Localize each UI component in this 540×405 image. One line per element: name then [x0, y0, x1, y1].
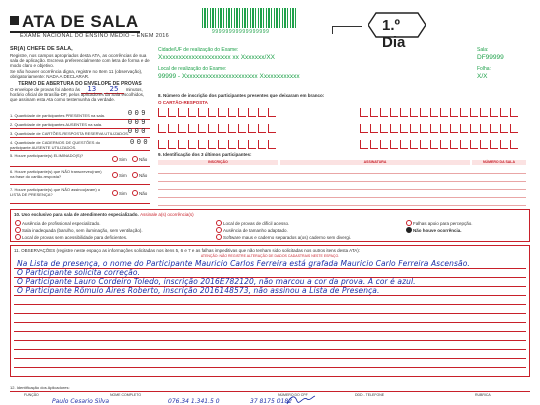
section11-warning: ATENÇÃO: NÃO REGISTRE ALTERAÇÃO DE DADOS CADASTRAIS NESTE ESPAÇO.: [200, 254, 340, 258]
col-nome: NOME COMPLETO: [110, 393, 142, 397]
count-row-ausentes: [10, 119, 150, 127]
count-value[interactable]: 000: [130, 139, 151, 147]
day-label: 1.º Dia: [382, 17, 406, 51]
option-label: Não: [139, 157, 148, 162]
observation-line[interactable]: Na Lista de presença, o nome do Participante Mauricio Carlos Ferreira está grafada Mauricio Carlo Ferreira Ascensão.: [17, 259, 470, 268]
option-label: Local de provas sem acessibilidade para deficientes.: [22, 235, 128, 240]
instructions-text-2: Se não houver ocorrência digna, registre no Item 11 (observação), obrigatoriamente: NADA A DECLARAR.: [10, 68, 143, 79]
table-row[interactable]: [158, 182, 526, 190]
occurrence-option-selected[interactable]: [406, 227, 462, 233]
option-sim[interactable]: [112, 190, 127, 196]
option-label: Sim: [119, 191, 127, 196]
col-telefone: DDD - TELEFONE: [355, 393, 385, 397]
occurrence-option[interactable]: [406, 220, 473, 226]
sala-value: DF99999: [477, 54, 504, 61]
divider: [10, 184, 150, 185]
instructions-heading: SR(A) CHEFE DE SALA,: [10, 46, 73, 52]
section10-box: [10, 209, 530, 242]
barcode: [202, 8, 297, 28]
option-label: Não houve ocorrência.: [413, 228, 462, 233]
option-sim[interactable]: [112, 172, 127, 178]
radio-circle[interactable]: [132, 156, 138, 162]
radio-circle[interactable]: [15, 220, 21, 226]
option-nao[interactable]: [132, 172, 147, 178]
section8-title: 8. Número de inscrição dos participantes presentes que deixaram em branco:: [158, 93, 325, 98]
occurrence-option[interactable]: [15, 234, 127, 240]
divider: [10, 203, 150, 204]
divider: [10, 166, 150, 167]
option-label: Não: [139, 173, 148, 178]
col-rubrica: RUBRICA: [475, 393, 491, 397]
col-funcao: FUNÇÃO: [24, 393, 39, 397]
sala-label: Sala:: [477, 47, 489, 53]
section12-title: 12. Identificação dos Aplicadores:: [10, 385, 70, 390]
inscription-row[interactable]: [360, 140, 540, 149]
folha-label: Folha:: [477, 66, 491, 72]
radio-circle[interactable]: [112, 156, 118, 162]
table-row[interactable]: [158, 190, 526, 198]
option-label: Sim: [119, 173, 127, 178]
envelope-text: [10, 87, 150, 103]
option-nao[interactable]: [132, 190, 147, 196]
count-value[interactable]: 009: [127, 119, 148, 127]
ruled-line: [14, 331, 526, 332]
applicator-cpf[interactable]: 076.34 1.341.5 0: [168, 398, 220, 405]
inscription-row[interactable]: [360, 108, 540, 117]
day-badge: [368, 12, 426, 51]
option-label: Local de provas de difícil acesso.: [223, 221, 290, 226]
divider: [10, 137, 150, 138]
observation-line[interactable]: O Participante Rômulo Aires Roberto, inscrição 2016148573, não assinou a Lista de Presença.: [17, 286, 380, 295]
col-assinatura: ASSINATURA: [280, 160, 470, 165]
section9-title: 9. Identificação dos 3 últimos participantes:: [158, 152, 252, 157]
radio-circle[interactable]: [112, 190, 118, 196]
radio-circle[interactable]: [132, 190, 138, 196]
occurrence-option[interactable]: [15, 220, 101, 226]
option-label: Falhas apoio para percepção.: [413, 221, 473, 226]
instructions-text-1: Registre, nos campos apropriados desta ATA, as ocorrências de sua sala de aplicação. Escreva preferencialmente com letra de forma e de modo claro e objetivo.: [10, 53, 150, 69]
inscription-row[interactable]: [158, 108, 358, 117]
signature-scribble: [285, 393, 317, 405]
option-label: Ausência de tamanho adaptado.: [223, 228, 288, 233]
ruled-line: [14, 322, 526, 323]
section8-sub: O CARTÃO-RESPOSTA: [158, 100, 208, 105]
dia-hook: [332, 26, 333, 34]
radio-circle[interactable]: [132, 172, 138, 178]
section10-title: [14, 212, 194, 217]
radio-circle[interactable]: [216, 220, 222, 226]
ruled-line: [14, 367, 526, 368]
question-label: 7. Houve participante(s) que NÃO assinou(aram) o LISTA DE PRESENÇA?: [10, 187, 101, 197]
radio-circle-checked[interactable]: [406, 227, 412, 233]
section10-title-red: Assinale a(s) ocorrência(s): [140, 212, 194, 217]
observation-line[interactable]: O Participante Lauro Cordeiro Toledo, inscrição 2016E782120, não marcou a cor da prova. A cor é azul.: [17, 277, 416, 286]
section11-title: 11. OBSERVAÇÕES (registre neste espaço as informações solicitadas nos itens 5, 6 e 7 e as falhas impeditivas que não tenham sido solicitadas nos outros itens desta ATA):: [14, 248, 361, 253]
option-label: Sala inadequada (barulho, sem iluminação, sem ventilação).: [22, 228, 143, 233]
radio-circle[interactable]: [15, 227, 21, 233]
option-sim[interactable]: [112, 156, 127, 162]
instructions: [10, 46, 150, 103]
table-row[interactable]: [158, 166, 526, 174]
page-title: [10, 12, 139, 32]
table-row[interactable]: [158, 174, 526, 182]
occurrence-option[interactable]: [216, 220, 289, 226]
section10-title-text: 10. Uso exclusivo para sala de atendimento especializado.: [14, 212, 139, 217]
count-row-cartoes: [10, 128, 150, 136]
count-value[interactable]: 000: [127, 128, 148, 136]
option-label: Software maus e caderno separados a(os) caderno sem divergi.: [223, 235, 352, 240]
occurrence-option[interactable]: [216, 234, 351, 240]
question-transcricao: [10, 169, 105, 179]
envelope-heading: TERMO DE ABERTURA DO ENVELOPE DE PROVAS: [18, 81, 142, 88]
radio-circle[interactable]: [216, 234, 222, 240]
occurrence-option[interactable]: [15, 227, 143, 233]
ruled-line: [14, 340, 526, 341]
applicator-name[interactable]: Paulo Cesario Silva: [52, 398, 110, 405]
ruled-line: [14, 358, 526, 359]
count-row-cadernos: [10, 140, 120, 150]
section11-box: [10, 245, 530, 377]
col-inscricao: INSCRIÇÃO: [158, 160, 278, 165]
question-label: 5. Houve participante(s) ELIMINADO(S)?: [10, 153, 84, 158]
option-label: Ausência de profissional especializado.: [22, 221, 101, 226]
option-label: Não: [139, 191, 148, 196]
envelope-text-prefix: O envelope de provas foi aberto às: [10, 87, 81, 93]
radio-circle[interactable]: [15, 234, 21, 240]
question-assinatura: [10, 187, 105, 197]
count-label: 4. Quantidade de CADERNOS DE QUESTÕES do participante AUSENTE UTILIZADOS.: [10, 140, 101, 150]
inscription-row[interactable]: [360, 124, 540, 133]
radio-circle[interactable]: [406, 220, 412, 226]
table-row[interactable]: [158, 198, 526, 206]
count-label: 1. Quantidade de participantes PRESENTES na sala.: [10, 113, 105, 118]
page-subtitle: EXAME NACIONAL DO ENSINO MÉDIO – ENEM 2016: [20, 33, 170, 39]
envelope-text-suffix: minutos, horário oficial de Brasília-DF, pelos aplicadores da Sala escolhidos, que assinam esta Ata como testemunha da verdade.: [10, 87, 145, 103]
ruled-line: [14, 295, 526, 296]
question-label: 6. Houve participante(s) que NÃO transcreveu(ram) na frase do cartão-resposta?: [10, 169, 102, 179]
ruled-line: [14, 304, 526, 305]
col-numero-sala: NÚMERO DA SALA: [472, 160, 526, 165]
ruled-line: [14, 313, 526, 314]
inscription-row[interactable]: [158, 140, 358, 149]
barcode-number: 99999999999999999: [212, 29, 270, 35]
applicators-row[interactable]: [10, 391, 530, 405]
count-row-presentes: [10, 110, 150, 118]
option-nao[interactable]: [132, 156, 147, 162]
occurrence-option[interactable]: [216, 227, 288, 233]
observation-line[interactable]: O Participante solicita correção.: [17, 268, 141, 277]
folha-value: X/X: [477, 73, 488, 80]
local-value: 99999 - Xxxxxxxxxxxxxxxxxxxxxxx Xxxxxxxxxxxx: [158, 73, 300, 80]
question-eliminado: [10, 153, 105, 158]
radio-circle[interactable]: [216, 227, 222, 233]
dia-rule: [332, 26, 362, 27]
col-cpf: NÚMERO DO CPF: [278, 393, 308, 397]
envelope-hour[interactable]: 13: [81, 85, 102, 94]
local-label: Local de realização do Exame:: [158, 66, 227, 72]
envelope-min[interactable]: 25: [104, 85, 125, 94]
radio-circle[interactable]: [112, 172, 118, 178]
count-label: 3. Quantidade de CARTÕES-RESPOSTA RESERVA UTILIZADOS.: [10, 131, 130, 136]
ruled-line: [14, 349, 526, 350]
inscription-row[interactable]: [158, 124, 358, 133]
count-value[interactable]: 009: [127, 110, 148, 118]
city-label: Cidade/UF de realização do Exame:: [158, 47, 239, 53]
applicator-phone[interactable]: 37 8175 0182: [250, 398, 292, 405]
option-label: Sim: [119, 157, 127, 162]
count-label: 2. Quantidade de participantes AUSENTES na sala.: [10, 122, 103, 127]
title-text: ATA DE SALA: [22, 12, 139, 31]
divider: [10, 150, 150, 151]
city-value: Xxxxxxxxxxxxxxxxxxxxxx xx Xxxxxxx/XX: [158, 54, 276, 61]
